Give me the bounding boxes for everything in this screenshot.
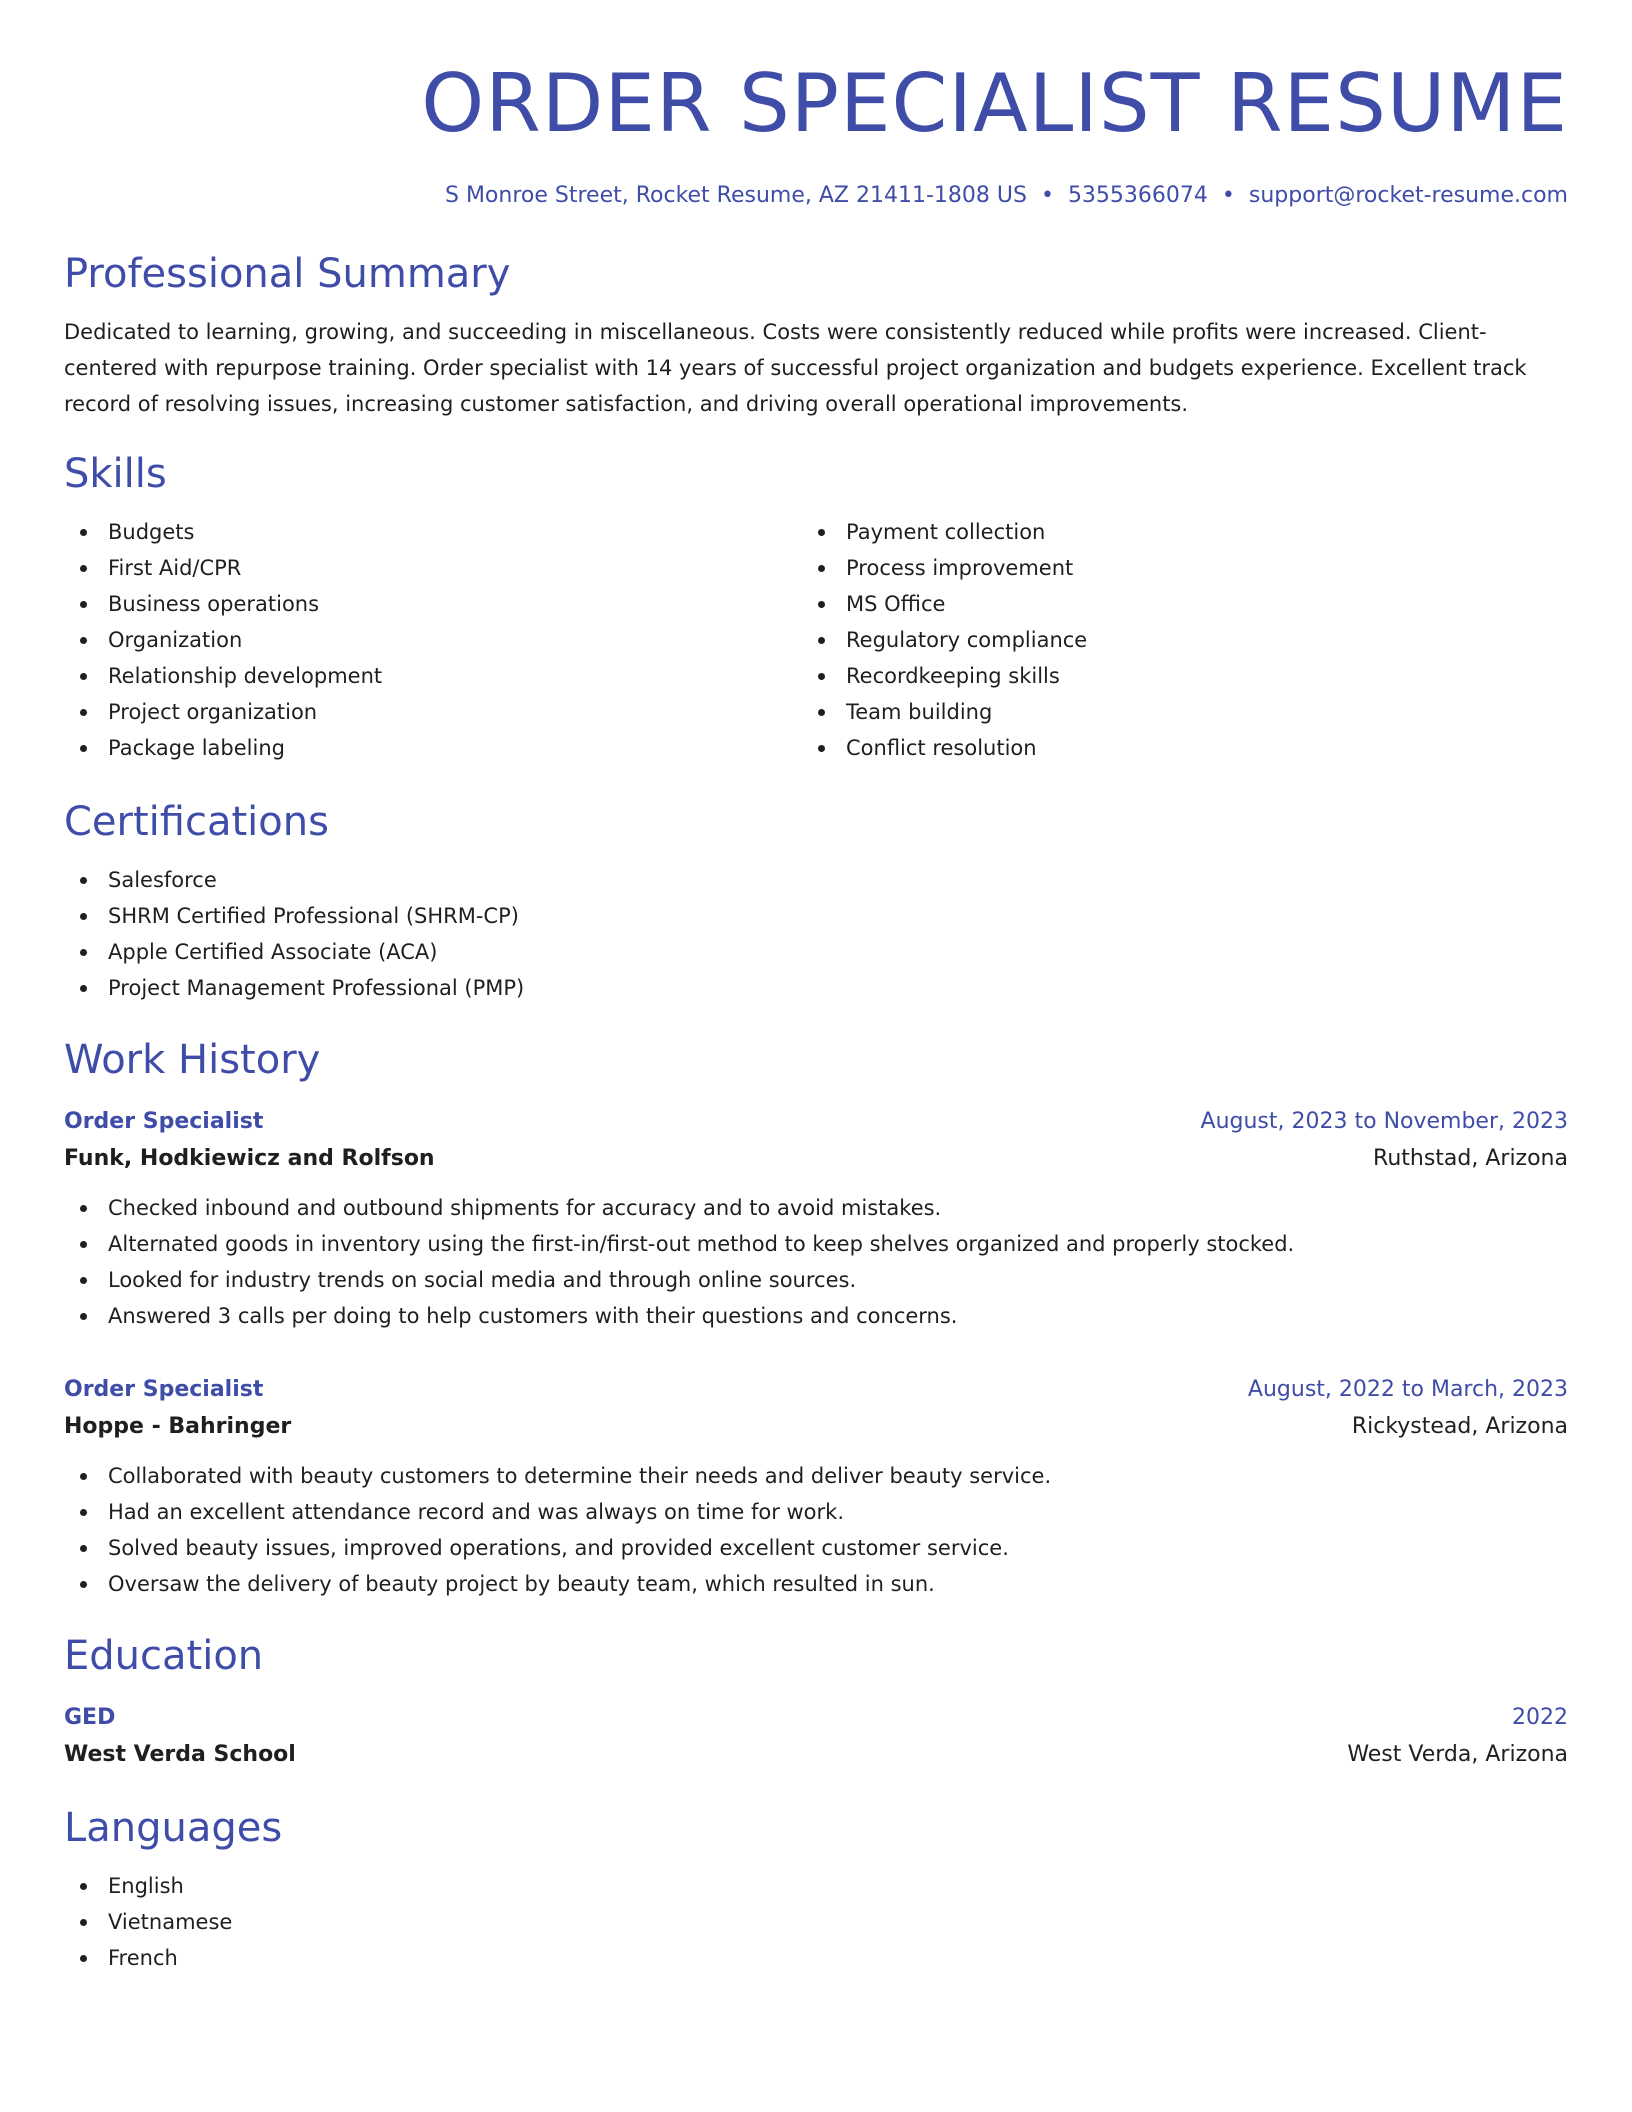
skill-item: Regulatory compliance	[802, 622, 1540, 658]
job-dates: August, 2023 to November, 2023	[1200, 1109, 1568, 1134]
job-title-row	[64, 1372, 1568, 1408]
summary-text: Dedicated to learning, growing, and succeeding in miscellaneous. Costs were consistently reduced while profits were increased. Client-centered with repurpose training. Order specialist with 14 years of successful project organization and budgets experience. Excellent track record of resolving issues, increasing customer satisfaction, and driving overall operational improvements.	[64, 320, 1527, 416]
resume-title: ORDER SPECIALIST RESUME	[421, 57, 1568, 150]
skill-item: First Aid/CPR	[64, 550, 802, 586]
skill-item: Conflict resolution	[802, 730, 1540, 766]
summary-heading: Professional Summary	[64, 251, 511, 297]
certification-item: Salesforce	[64, 862, 1568, 898]
skill-item: Package labeling	[64, 730, 802, 766]
job-entry	[64, 1104, 1568, 1334]
certification-item: Apple Certified Associate (ACA)	[64, 934, 1568, 970]
certification-item: SHRM Certified Professional (SHRM-CP)	[64, 898, 1568, 934]
job-company-row	[64, 1140, 1568, 1178]
skill-item: MS Office	[802, 586, 1540, 622]
languages-heading: Languages	[64, 1805, 283, 1851]
education-entry	[64, 1700, 1568, 1774]
job-duty-item: Answered 3 calls per doing to help customers with their questions and concerns.	[64, 1298, 1568, 1334]
skill-item: Process improvement	[802, 550, 1540, 586]
contact-line	[64, 180, 1568, 212]
certifications-list	[64, 862, 1568, 1006]
language-item: French	[64, 1940, 1568, 1976]
job-location: Ruthstad, Arizona	[1373, 1146, 1568, 1171]
education-school-row	[64, 1736, 1568, 1774]
skill-item: Team building	[802, 694, 1540, 730]
skill-item: Budgets	[64, 514, 802, 550]
job-duty-item: Looked for industry trends on social media and through online sources.	[64, 1262, 1568, 1298]
job-company: Hoppe - Bahringer	[64, 1414, 292, 1439]
job-entry	[64, 1372, 1568, 1602]
skills-list-left	[64, 514, 802, 766]
job-title-row	[64, 1104, 1568, 1140]
education-degree: GED	[64, 1705, 116, 1730]
job-duties-list	[64, 1190, 1568, 1334]
job-duty-item: Checked inbound and outbound shipments for accuracy and to avoid mistakes.	[64, 1190, 1568, 1226]
education-heading: Education	[64, 1633, 264, 1679]
skill-item: Payment collection	[802, 514, 1540, 550]
certification-item: Project Management Professional (PMP)	[64, 970, 1568, 1006]
job-duty-item: Alternated goods in inventory using the first-in/first-out method to keep shelves organized and properly stocked.	[64, 1226, 1568, 1262]
education-year: 2022	[1512, 1705, 1568, 1730]
certifications-heading: Certifications	[64, 799, 329, 845]
job-duties-list	[64, 1458, 1568, 1602]
work-history-heading: Work History	[64, 1037, 321, 1083]
job-duty-item: Had an excellent attendance record and was always on time for work.	[64, 1494, 1568, 1530]
contact-separator: •	[1040, 183, 1054, 208]
skills-columns	[64, 514, 1568, 766]
language-item: Vietnamese	[64, 1904, 1568, 1940]
education-degree-row	[64, 1700, 1568, 1736]
job-duty-item: Oversaw the delivery of beauty project by beauty team, which resulted in sun.	[64, 1566, 1568, 1602]
job-duty-item: Solved beauty issues, improved operations, and provided excellent customer service.	[64, 1530, 1568, 1566]
job-title: Order Specialist	[64, 1109, 264, 1134]
job-company-row	[64, 1408, 1568, 1446]
education-location: West Verda, Arizona	[1347, 1742, 1568, 1767]
skill-item: Business operations	[64, 586, 802, 622]
job-dates: August, 2022 to March, 2023	[1247, 1377, 1568, 1402]
skill-item: Organization	[64, 622, 802, 658]
education-school: West Verda School	[64, 1742, 296, 1767]
skill-item: Recordkeeping skills	[802, 658, 1540, 694]
job-duty-item: Collaborated with beauty customers to determine their needs and deliver beauty service.	[64, 1458, 1568, 1494]
skills-list-right	[802, 514, 1540, 766]
contact-address: S Monroe Street, Rocket Resume, AZ 21411-1808 US	[444, 183, 1027, 208]
skill-item: Relationship development	[64, 658, 802, 694]
job-location: Rickystead, Arizona	[1351, 1414, 1568, 1439]
job-company: Funk, Hodkiewicz and Rolfson	[64, 1146, 435, 1171]
skill-item: Project organization	[64, 694, 802, 730]
contact-phone: 5355366074	[1067, 183, 1208, 208]
contact-email: support@rocket-resume.com	[1248, 183, 1568, 208]
languages-list	[64, 1868, 1568, 1976]
job-title: Order Specialist	[64, 1377, 264, 1402]
contact-separator: •	[1221, 183, 1235, 208]
skills-heading: Skills	[64, 451, 167, 497]
language-item: English	[64, 1868, 1568, 1904]
